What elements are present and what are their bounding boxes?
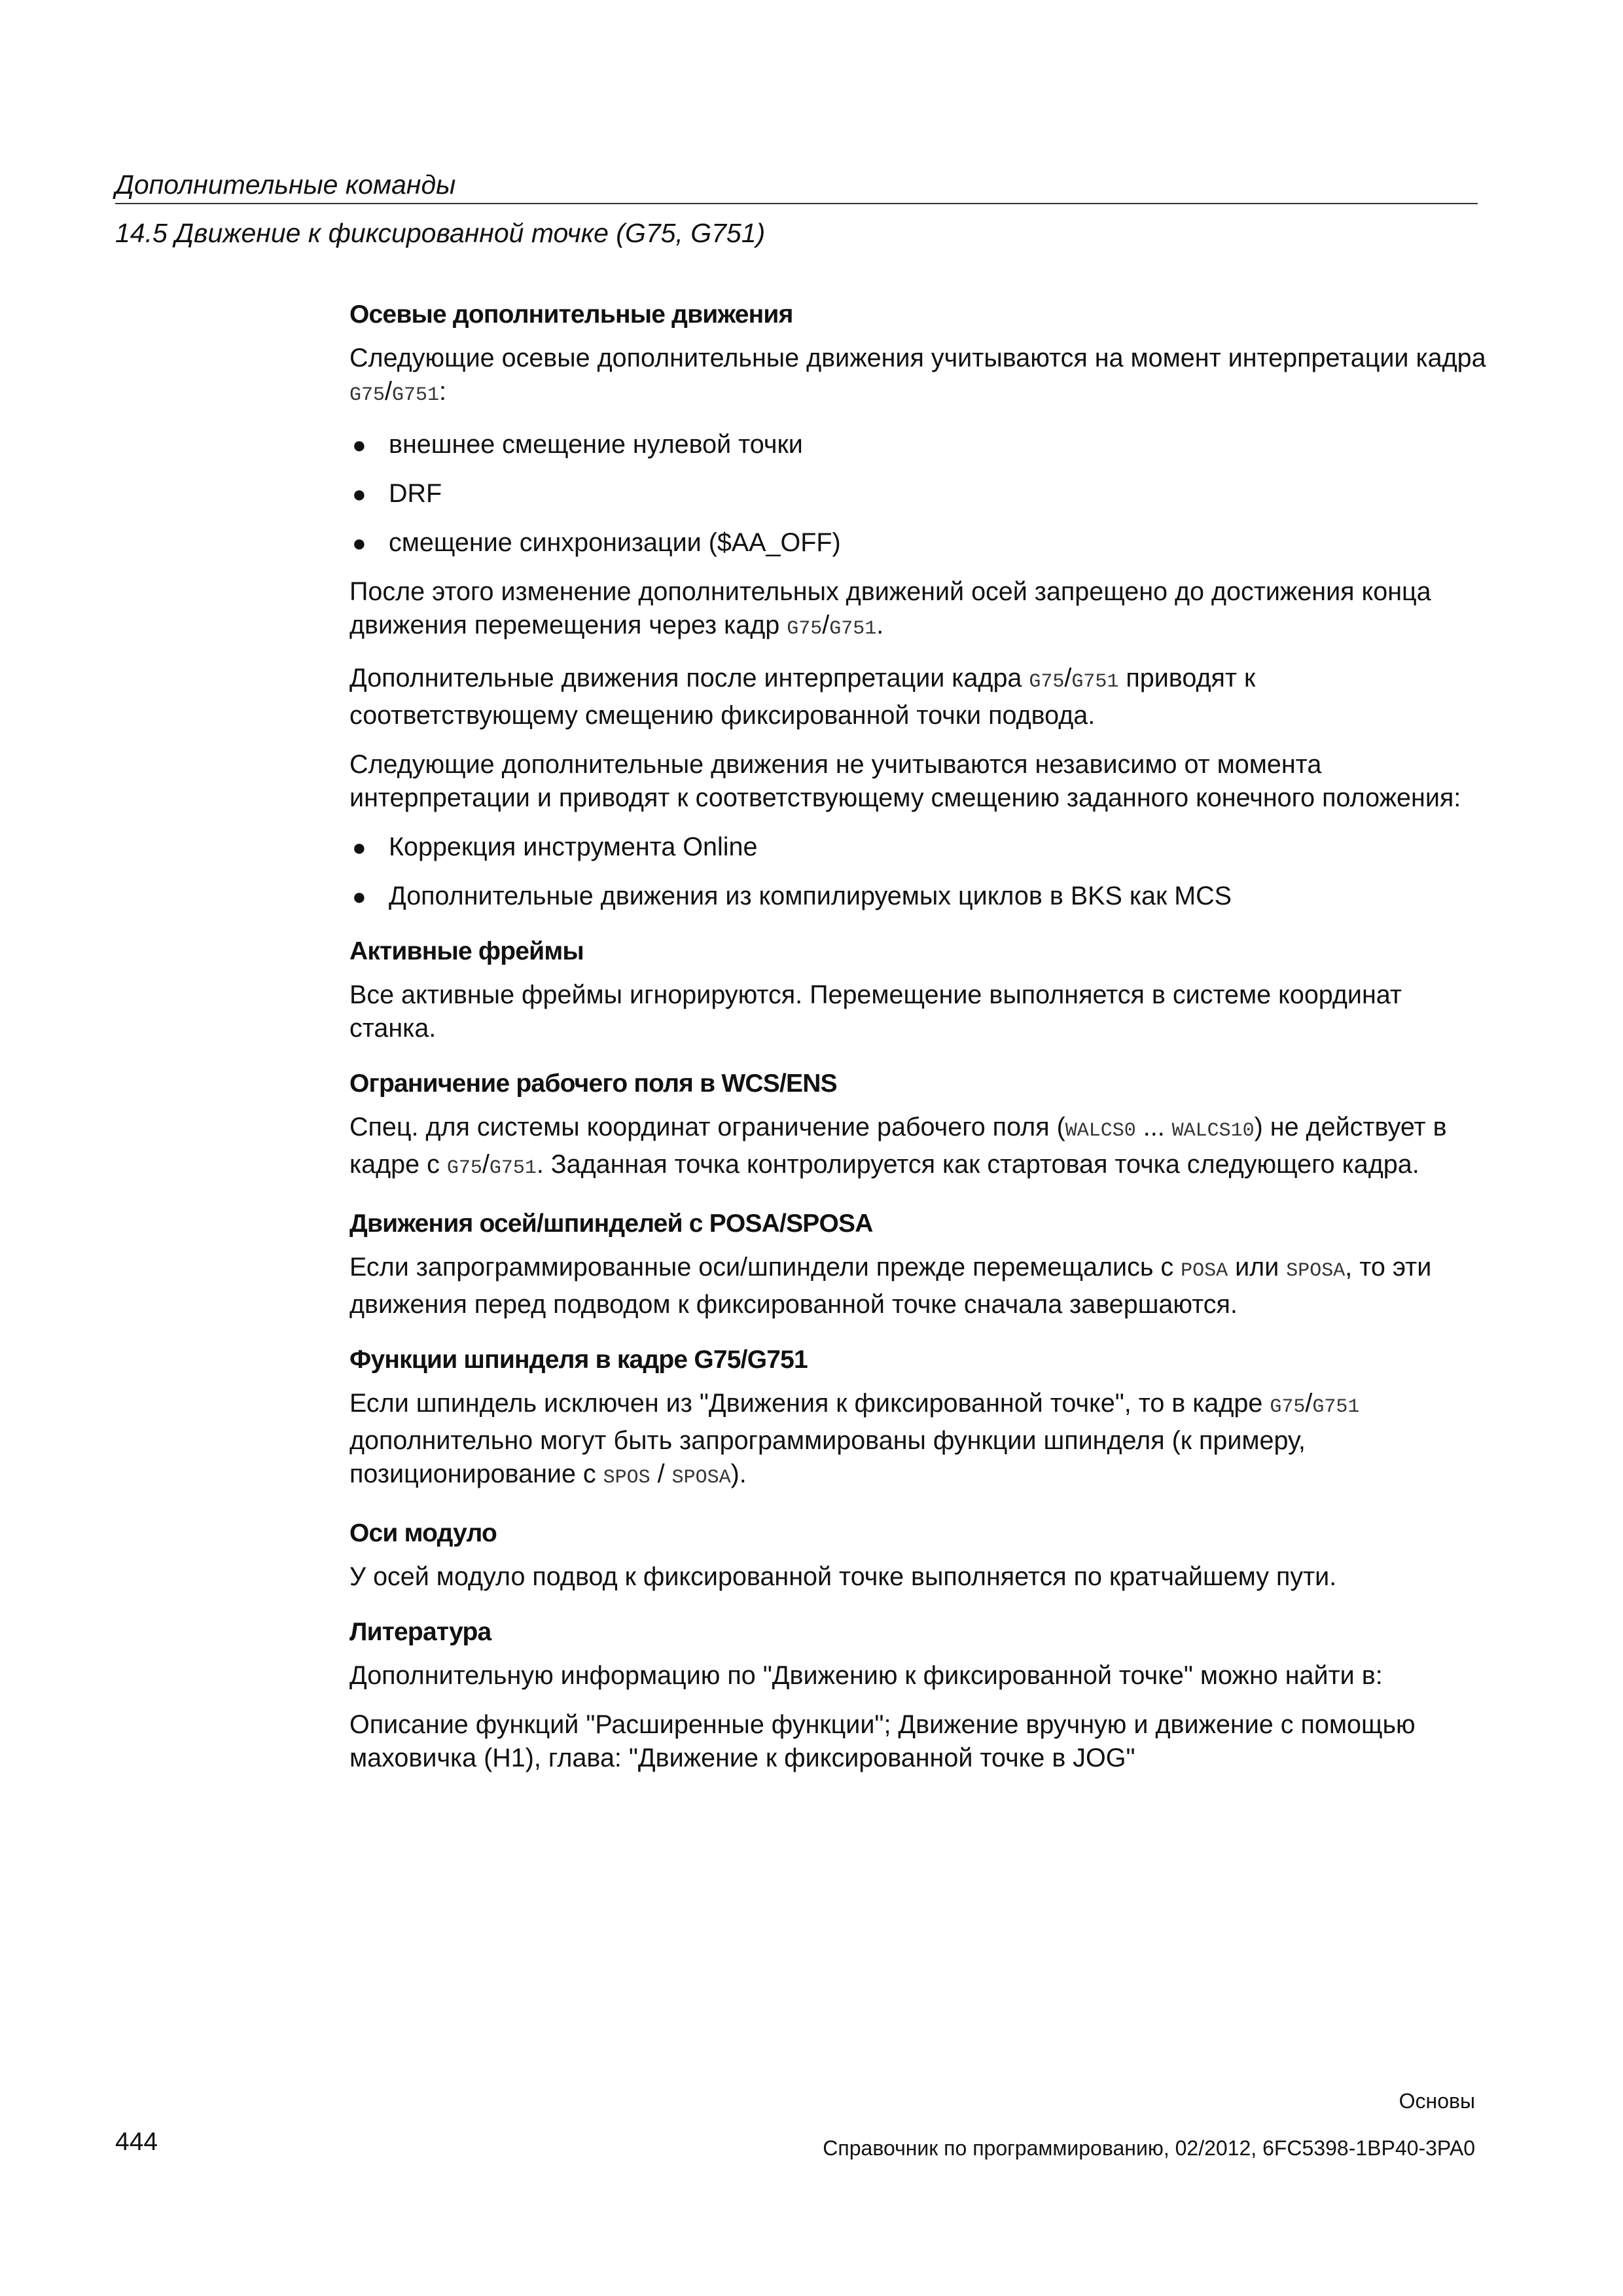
bullet-icon: ● xyxy=(352,480,366,507)
page-number: 444 xyxy=(115,2128,158,2156)
separator: / xyxy=(822,611,830,639)
separator: / xyxy=(1305,1389,1313,1418)
paragraph xyxy=(349,1251,1488,1321)
text: приводят к соответствующему смещению фиксированной точки подвода. xyxy=(349,664,1256,730)
footer-title: Основы xyxy=(1399,2089,1475,2113)
paragraph xyxy=(349,662,1488,732)
text: : xyxy=(439,377,446,406)
text: . xyxy=(876,611,884,639)
text: ). xyxy=(730,1460,747,1488)
separator: / xyxy=(385,377,392,406)
list-item xyxy=(349,428,1488,461)
paragraph xyxy=(349,342,1488,412)
paragraph xyxy=(349,575,1488,646)
paragraph xyxy=(349,1387,1488,1495)
text: дополнительно могут быть запрограммированы функции шпинделя (к примеру, позиционирование с xyxy=(349,1426,1306,1488)
running-header xyxy=(115,165,1478,253)
list-item xyxy=(349,526,1488,560)
separator: / xyxy=(1064,664,1072,692)
code-walcs10: WALCS10 xyxy=(1171,1120,1255,1142)
code-spos: SPOS xyxy=(603,1467,651,1489)
section-heading: Активные фреймы xyxy=(349,937,584,965)
code-g75: G75 xyxy=(446,1157,482,1179)
page-content xyxy=(349,298,1488,1791)
text: Если запрограммированные оси/шпиндели прежде перемещались с xyxy=(349,1253,1181,1282)
text: Дополнительные движения после интерпретации кадра xyxy=(349,664,1029,692)
paragraph: У осей модуло подвод к фиксированной точке выполняется по кратчайшему пути. xyxy=(349,1562,1337,1591)
section-posa xyxy=(349,1208,1488,1321)
section-modulo xyxy=(349,1517,1488,1594)
code-g75: G75 xyxy=(349,384,385,406)
code-g751: G751 xyxy=(1071,671,1119,693)
bullet-icon: ● xyxy=(352,431,366,458)
paragraph: Все активные фреймы игнорируются. Перемещение выполняется в системе координат станка. xyxy=(349,980,1402,1043)
footer xyxy=(823,2087,1475,2162)
code-g751: G751 xyxy=(829,618,877,640)
chapter-title: Дополнительные команды xyxy=(115,170,456,200)
bullet-list xyxy=(349,428,1488,560)
list-item-text: внешнее смещение нулевой точки xyxy=(389,430,803,459)
separator: / xyxy=(482,1150,490,1179)
section-heading: Ограничение рабочего поля в WCS/ENS xyxy=(349,1069,837,1098)
section-heading: Осевые дополнительные движения xyxy=(349,300,793,329)
list-item-text: Коррекция инструмента Online xyxy=(389,833,758,861)
code-g75: G75 xyxy=(787,618,823,640)
text: Спец. для системы координат ограничение рабочего поля ( xyxy=(349,1113,1065,1141)
list-item xyxy=(349,880,1488,913)
section-spindle xyxy=(349,1344,1488,1495)
paragraph xyxy=(349,1111,1488,1185)
paragraph: Следующие дополнительные движения не учитываются независимо от момента интерпретации и приводят к соответствующему смещению заданного конечного положения: xyxy=(349,750,1461,812)
list-item xyxy=(349,831,1488,864)
section-wcs xyxy=(349,1067,1488,1185)
code-g751: G751 xyxy=(489,1157,537,1179)
section-heading: Функции шпинделя в кадре G75/G751 xyxy=(349,1346,808,1374)
section-heading: Оси модуло xyxy=(349,1519,497,1547)
section-frames xyxy=(349,935,1488,1045)
code-sposa: SPOSA xyxy=(1286,1260,1346,1282)
section-literature xyxy=(349,1616,1488,1775)
footer-reference: Справочник по программированию, 02/2012, 6FC5398-1BP40-3PA0 xyxy=(823,2136,1475,2160)
section-heading: Движения осей/шпинделей с POSA/SPOSA xyxy=(349,1210,873,1238)
text: / xyxy=(650,1460,672,1488)
header-rule xyxy=(115,203,1478,204)
list-item-text: Дополнительные движения из компилируемых циклов в BKS как MCS xyxy=(389,882,1232,910)
list-item-text: смещение синхронизации ($AA_OFF) xyxy=(389,528,841,557)
list-item xyxy=(349,477,1488,511)
code-posa: POSA xyxy=(1181,1260,1228,1282)
code-g75: G75 xyxy=(1270,1396,1306,1418)
bullet-icon: ● xyxy=(352,529,366,556)
text: или xyxy=(1228,1253,1287,1282)
text: Если шпиндель исключен из "Движения к фиксированной точке", то в кадре xyxy=(349,1389,1270,1418)
text: Следующие осевые дополнительные движения учитываются на момент интерпретации кадра xyxy=(349,344,1486,372)
list-item-text: DRF xyxy=(389,479,442,508)
code-g751: G751 xyxy=(1312,1396,1360,1418)
section-axial xyxy=(349,298,1488,913)
text: ... xyxy=(1135,1113,1172,1141)
bullet-icon: ● xyxy=(352,834,366,861)
text: После этого изменение дополнительных движений осей запрещено до достижения конца движения перемещения через кадр xyxy=(349,577,1431,639)
paragraph: Описание функций "Расширенные функции"; Движение вручную и движение с помощью маховичка (H1), глава: "Движение к фиксированной точке в JOG" xyxy=(349,1710,1416,1772)
section-heading: Литература xyxy=(349,1618,491,1646)
code-sposa: SPOSA xyxy=(671,1467,731,1489)
text: ) не действует в кадре с xyxy=(349,1113,1447,1179)
code-g75: G75 xyxy=(1029,671,1065,693)
text: . Заданная точка контролируется как стартовая точка следующего кадра. xyxy=(536,1150,1419,1179)
paragraph: Дополнительную информацию по "Движению к фиксированной точке" можно найти в: xyxy=(349,1661,1383,1690)
code-g751: G751 xyxy=(392,384,440,406)
section-title: 14.5 Движение к фиксированной точке (G75, G751) xyxy=(115,218,766,248)
bullet-icon: ● xyxy=(352,883,366,910)
code-walcs0: WALCS0 xyxy=(1065,1120,1136,1142)
text: , то эти движения перед подводом к фиксированной точке сначала завершаются. xyxy=(349,1253,1432,1319)
bullet-list xyxy=(349,831,1488,913)
